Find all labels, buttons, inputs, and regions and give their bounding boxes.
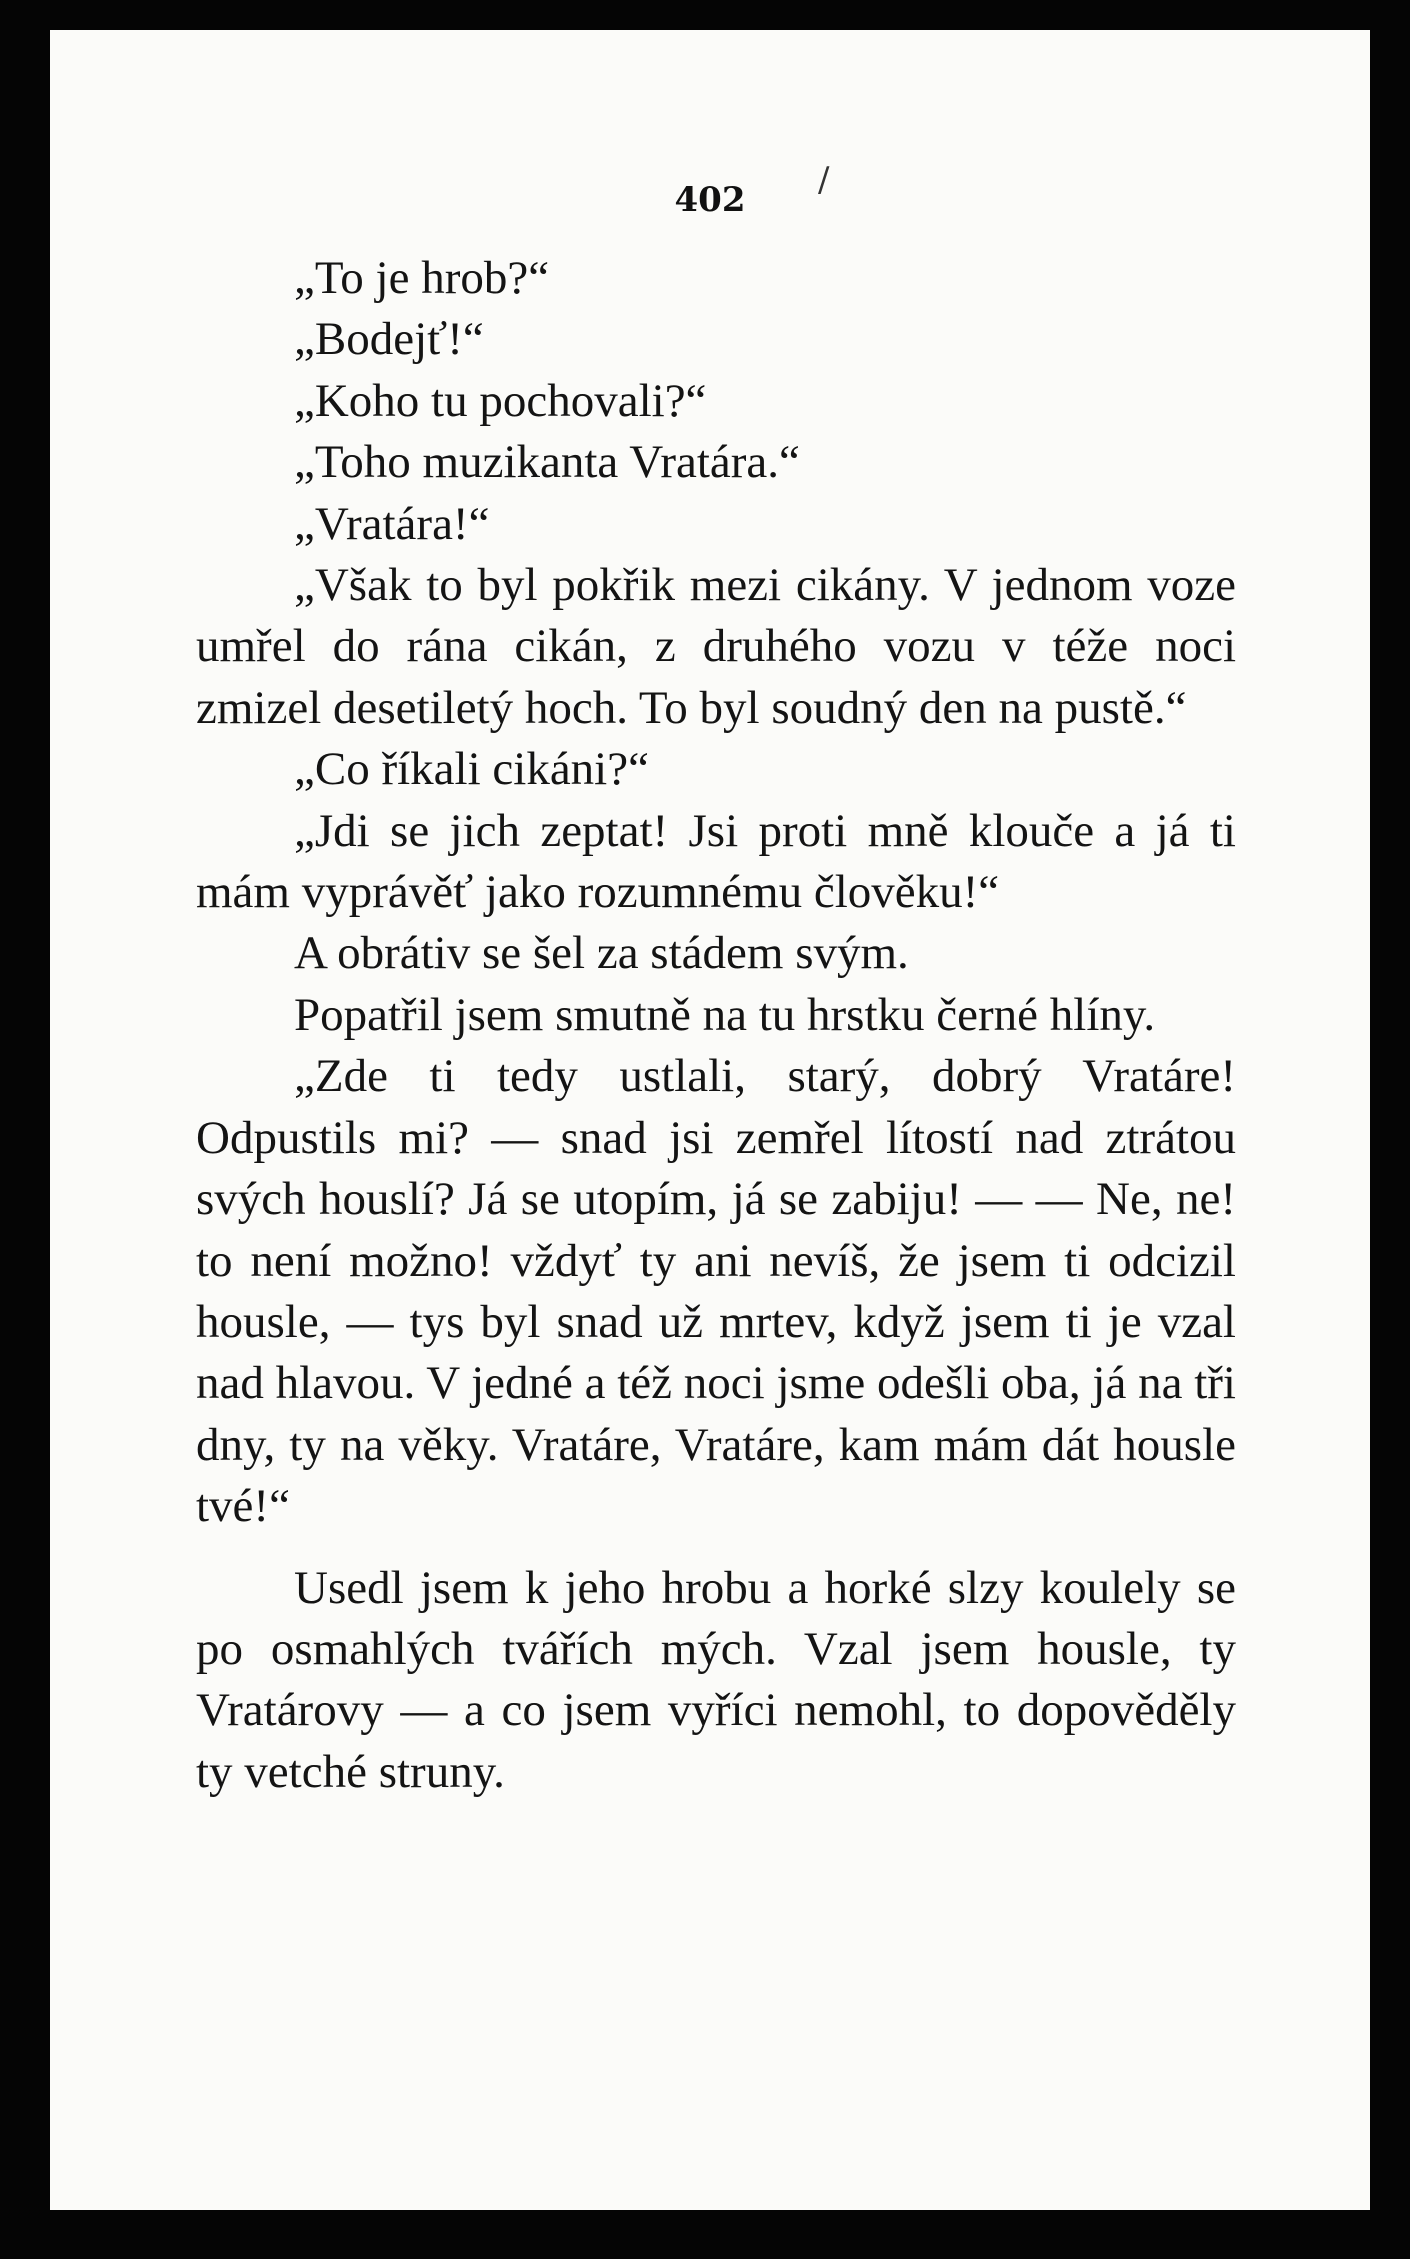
paragraph-6: „Však to byl pokřik mezi cikány. V jednom voze umřel do rána cikán, z druhého vozu v téže noci zmizel desetiletý hoch. To byl soudný den na pustě.“ — [196, 559, 1236, 734]
stray-pencil-mark: / — [818, 160, 830, 200]
paragraph-8: „Jdi se jich zeptat! Jsi proti mně klouče a já ti mám vyprávěť jako rozumnému člověku!“ — [196, 804, 1236, 919]
paragraph-4: „Toho muzikanta Vratára.“ — [294, 436, 800, 489]
paragraph-9: A obrátiv se šel za stádem svým. — [294, 927, 909, 980]
paragraph-7: „Co říkali cikáni?“ — [294, 743, 649, 796]
paragraph-11: „Zde ti tedy ustlali, starý, dobrý Vratáre! Odpustils mi? — snad jsi zemřel lítostí nad ztrátou svých houslí? Já se utopím, já se zabiju! — — Ne, ne! to není možno! vždyť ty ani nevíš, že jsem ti odcizil housle, — tys byl snad už mrtev, když jsem ti je vzal nad hlavou. V jedné a též noci jsme odešli oba, já na tři dny, ty na věky. Vratáre, Vratáre, kam mám dát housle tvé!“ — [196, 1050, 1236, 1533]
page-number: 402 — [674, 180, 746, 220]
paragraph-10: Popatřil jsem smutně na tu hrstku černé hlíny. — [294, 988, 1156, 1041]
paragraph-12: Usedl jsem k jeho hrobu a horké slzy koulely se po osmahlých tvářích mých. Vzal jsem housle, ty Vratárovy — a co jsem vyříci nemohl, to dopověděly ty vetché struny. — [196, 1561, 1236, 1798]
paragraph-3: „Koho tu pochovali?“ — [294, 374, 707, 427]
paragraph-1: „To je hrob?“ — [294, 252, 550, 304]
paragraph-2: „Bodejť!“ — [294, 313, 484, 366]
paragraph-5: „Vratára!“ — [294, 497, 490, 550]
page-text — [196, 248, 1236, 1803]
